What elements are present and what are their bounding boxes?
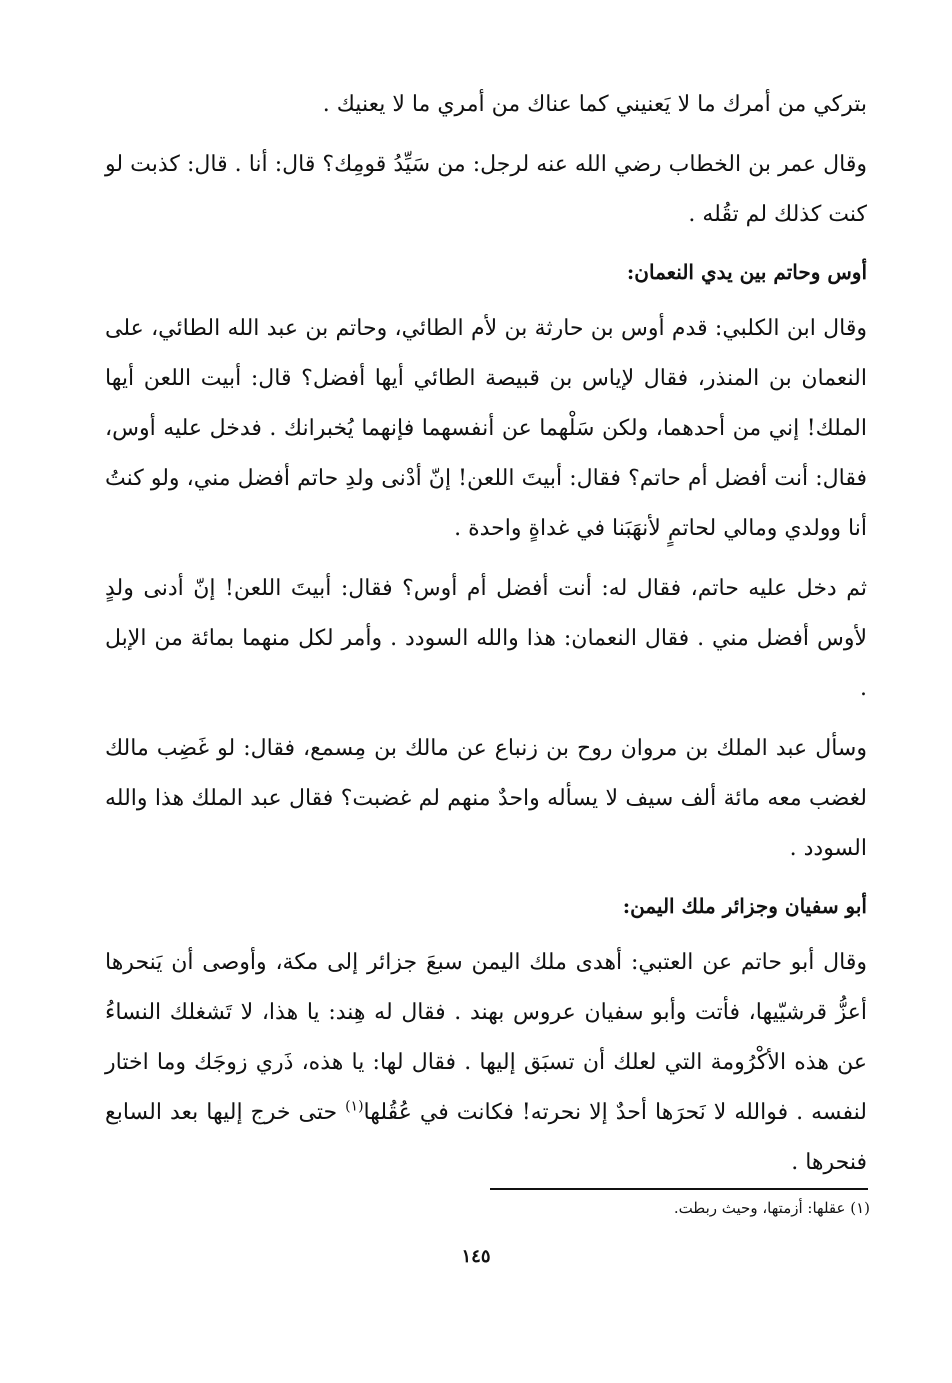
footnote: (١) عقلها: أزمتها، وحيث ربطت. (673, 1199, 870, 1217)
section-heading-aws-hatim: أوس وحاتم بين يدي النعمان: (626, 260, 867, 284)
paragraph-5: وسأل عبد الملك بن مروان روح بن زنباع عن مالك بن مِسمع، فقال: لو غَضِب مالك لغضب معه مائة ألف سيف لا يسأله واحدٌ منهم لم غضبت؟ فقال عبد الملك هذا والله السودد . (105, 736, 867, 861)
page-number: ١٤٥ (461, 1246, 491, 1267)
paragraph-3: وقال ابن الكلبي: قدم أوس بن حارثة بن لأم الطائي، وحاتم بن عبد الله الطائي، على النعمان بن المنذر، فقال لإياس بن قبيصة الطائي أيها أفضل؟ قال: أبيت اللعن أيها الملك! إني من أحدهما، ولكن سَلْهما عن أنفسهما فإنهما يُخبرانك . فدخل عليه أوس، فقال: أنت أفضل أم حاتم؟ فقال: أبيتَ اللعن! إنّ أدْنى ولدِ حاتم أفضل مني، ولو كنتُ أنا وولدي ومالي لحاتمٍ لأنهَبَنا في غداةٍ واحدة . (105, 316, 867, 541)
paragraph-4: ثم دخل عليه حاتم، فقال له: أنت أفضل أم أوس؟ فقال: أبيتَ اللعن! إنّ أدنى ولدٍ لأوس أفضل مني . فقال النعمان: هذا والله السودد . وأمر لكل منهما بمائة من الإبل . (105, 576, 867, 701)
paragraph-6 (105, 938, 867, 1188)
paragraph-2: وقال عمر بن الخطاب رضي الله عنه لرجل: من سَيِّدُ قومِك؟ قال: أنا . قال: كذبت لو كنت كذلك لم تقُله . (105, 152, 867, 227)
page-body (105, 80, 867, 1198)
footnote-marker: (١) (345, 1098, 364, 1115)
paragraph-6-text-end: حتى خرج إليها بعد السابع فنحرها . (105, 1100, 867, 1175)
paragraph-1: بتركي من أمرك ما لا يَعنيني كما عناك من أمري ما لا يعنيك . (322, 92, 867, 117)
paragraph-6-text: وقال أبو حاتم عن العتبي: أهدى ملك اليمن سبعَ جزائر إلى مكة، وأوصى أن يَنحرها أعزُّ قرشيّيها، فأتت وأبو سفيان عروس بهند . فقال له هِند: يا هذا، لا تَشغلك النساءُ عن هذه الأكْرُومة التي لعلك أن تسبَق إليها . فقال لها: يا هذه، ذَري زوجَك وما اختار لنفسه . فوالله لا نَحرَها أحدٌ إلا نحرته! فكانت في عُقُلها (105, 950, 867, 1125)
section-heading-abu-sufyan: أبو سفيان وجزائر ملك اليمن: (622, 894, 867, 918)
footnote-divider (490, 1188, 868, 1190)
